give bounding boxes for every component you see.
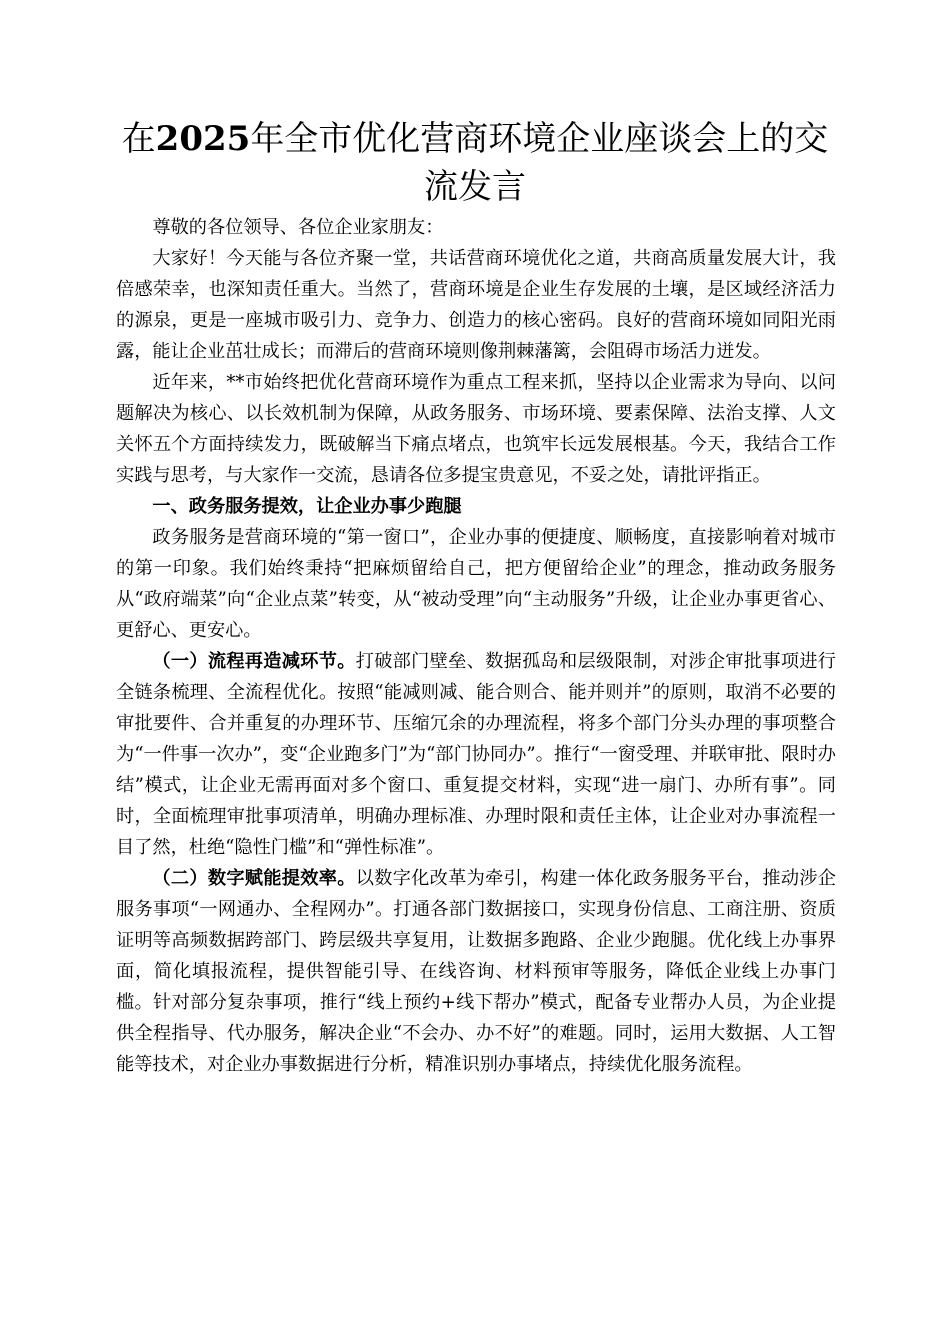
subsection-process xyxy=(116,646,836,863)
subsection-text: 以数字化改革为牵引，构建一体化政务服务平台，推动涉企服务事项“一网通办、全程网办”。打通各部门数据接口，实现身份信息、工商注册、资质证明等高频数据跨部门、跨层级共享复用，让数据多跑路、企业少跑腿。优化线上办事界面，简化填报流程，提供智能引导、在线咨询、材料预审等服务，降低企业线上办事门槛。针对部分复杂事项，推行“线上预约+线下帮办”模式，配备专业帮办人员，为企业提供全程指导、代办服务，解决企业“不会办、办不好”的难题。同时，运用大数据、人工智能等技术，对企业办事数据进行分析，精准识别办事堵点，持续优化服务流程。 xyxy=(116,868,836,1075)
paragraph-intro: 近年来，**市始终把优化营商环境作为重点工程来抓，坚持以企业需求为导向、以问题解决为核心、以长效机制为保障，从政务服务、市场环境、要素保障、法治支撑、人文关怀五个方面持续发力，既破解当下痛点堵点，也筑牢长远发展根基。今天，我结合工作实践与思考，与大家作一交流，恳请各位多提宝贵意见，不妥之处，请批评指正。 xyxy=(116,372,836,486)
title-prefix: 在 xyxy=(121,119,156,159)
subsection-text: 打破部门壁垒、数据孤岛和层级限制，对涉企审批事项进行全链条梳理、全流程优化。按照“能减则减、能合则合、能并则并”的原则，取消不必要的审批要件、合并重复的办理环节、压缩冗余的办理流程，将多个部门分头办理的事项整合为“一件事一次办”，变“企业跑多门”为“部门协同办”。推行“一窗受理、并联审批、限时办结”模式，让企业无需再面对多个窗口、重复提交材料，实现“进一扇门、办所有事”。同时，全面梳理审批事项清单，明确办理标准、办理时限和责任主体，让企业对办事流程一目了然，杜绝“隐性门槛”和“弹性标准”。 xyxy=(116,651,836,858)
paragraph-greeting: 大家好！今天能与各位齐聚一堂，共话营商环境优化之道，共商高质量发展大计，我倍感荣幸，也深知责任重大。当然了，营商环境是企业生存发展的土壤，是区域经济活力的源泉，更是一座城市吸引力、竞争力、创造力的核心密码。良好的营商环境如同阳光雨露，能让企业茁壮成长；而滞后的营商环境则像荆棘藩篱，会阻碍市场活力迸发。 xyxy=(116,248,836,362)
subsection-heading: （一）流程再造减环节。 xyxy=(152,651,356,672)
page-title xyxy=(110,115,840,211)
section-intro: 政务服务是营商环境的“第一窗口”，企业办事的便捷度、顺畅度，直接影响着对城市的第一印象。我们始终秉持“把麻烦留给自己，把方便留给企业”的理念，推动政务服务从“政府端菜”向“企业点菜”转变，从“被动受理”向“主动服务”升级，让企业办事更省心、更舒心、更安心。 xyxy=(116,527,836,641)
salutation: 尊敬的各位领导、各位企业家朋友： xyxy=(152,217,444,238)
section-heading: 一、政务服务提效，让企业办事少跑腿 xyxy=(152,496,462,517)
document-body xyxy=(116,212,836,1080)
title-year: 2025 xyxy=(155,119,251,159)
subsection-digital xyxy=(116,863,836,1080)
subsection-heading: （二）数字赋能提效率。 xyxy=(152,868,356,889)
title-suffix: 年全市优化营商环境企业座谈会上的交流发言 xyxy=(250,119,829,207)
